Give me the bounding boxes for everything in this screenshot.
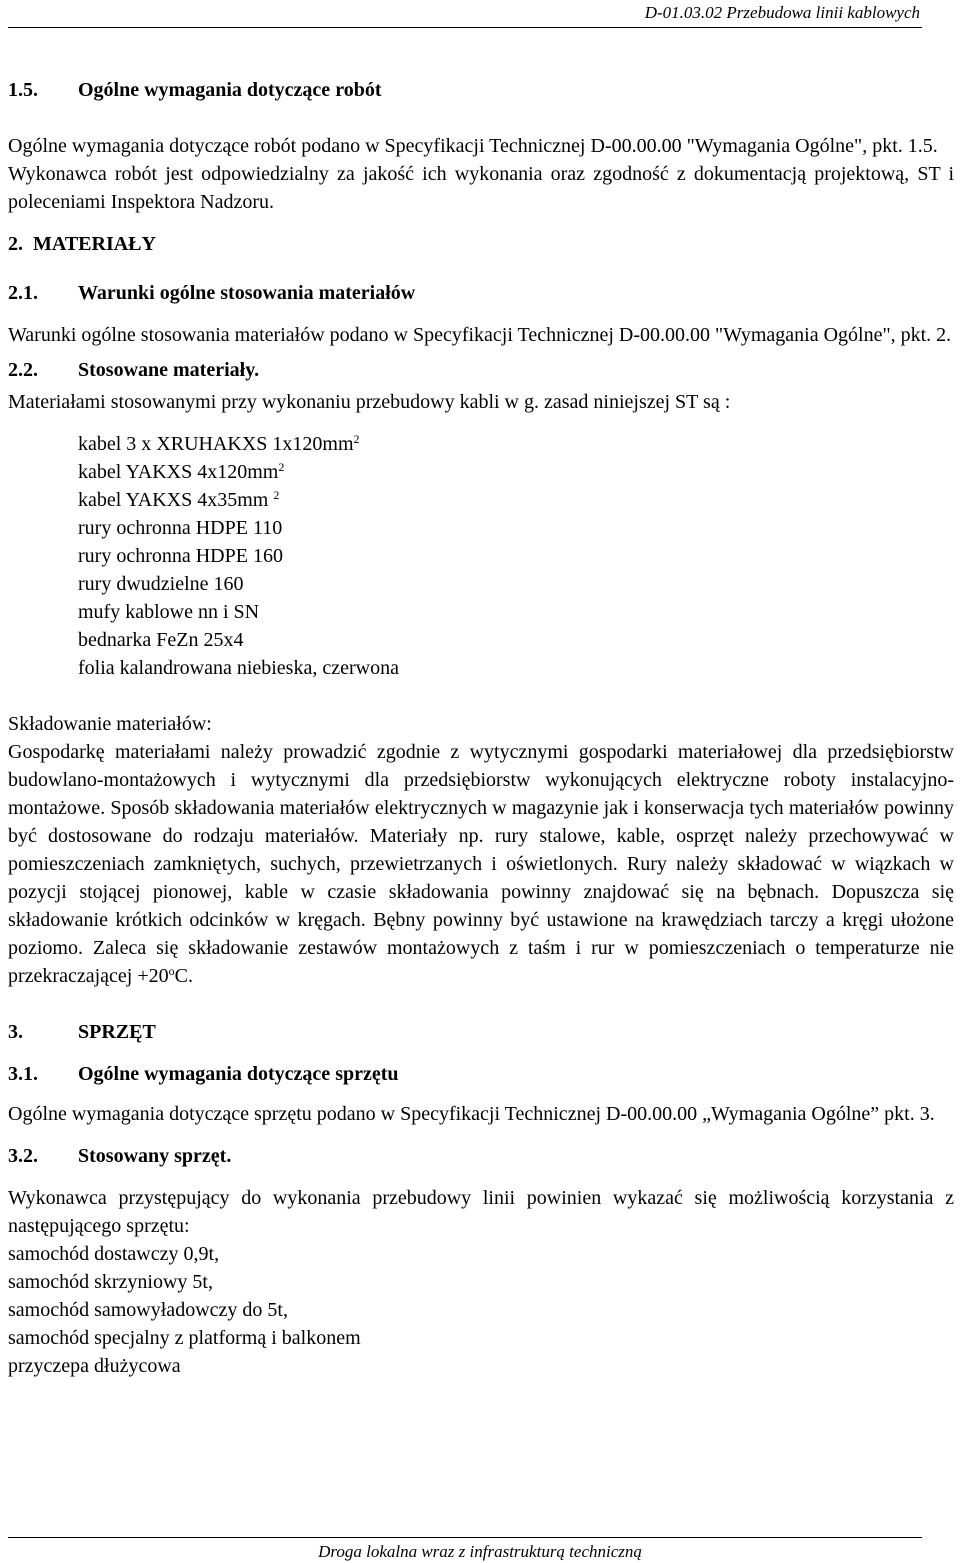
list-item: samochód samowyładowczy do 5t, [8,1299,288,1321]
paragraph: Ogólne wymagania dotyczące sprzętu podano w Specyfikacji Technicznej D-00.00.00 „Wymagania Ogólne” pkt. 3. [8,1103,935,1125]
section-1-5-heading [8,76,954,104]
section-title: Stosowane materiały. [78,359,260,381]
materials-list [78,430,954,682]
section-title: SPRZĘT [78,1021,156,1043]
section-3-1-heading [8,1060,954,1088]
paragraph: Wykonawca przystępujący do wykonania przebudowy linii powinien wykazać się możliwością korzystania z następującego sprzętu: [8,1187,954,1237]
equipment-list [8,1240,954,1380]
section-title: MATERIAŁY [33,233,156,255]
section-2-2-heading [8,356,954,384]
section-number: 1.5. [8,79,38,101]
section-2-1-heading [8,279,954,307]
paragraph: Warunki ogólne stosowania materiałów podano w Specyfikacji Technicznej D-00.00.00 "Wymagania Ogólne", pkt. 2. [8,324,952,346]
section-title: Ogólne wymagania dotyczące sprzętu [78,1063,399,1085]
paragraph: Ogólne wymagania dotyczące robót podano w Specyfikacji Technicznej D-00.00.00 "Wymagania Ogólne", pkt. 1.5. [8,135,938,157]
list-item: przyczepa dłużycowa [8,1355,181,1377]
running-header: D-01.03.02 Przebudowa linii kablowych [644,3,920,22]
running-footer: Droga lokalna wraz z infrastrukturą techniczną [318,1542,642,1561]
section-number: 2.2. [8,359,38,381]
section-3-2-heading [8,1142,954,1170]
list-item: rury dwudzielne 160 [78,573,244,595]
section-number: 2. [8,233,23,255]
list-item: kabel 3 x XRUHAKXS $1x120mm^2$ [78,432,360,455]
list-item: kabel YAKXS $4x120mm^2$ [78,460,285,483]
section-2-heading [8,230,954,258]
list-item: samochód dostawczy 0,9t, [8,1243,220,1265]
paragraph: Materiałami stosowanymi przy wykonaniu przebudowy kabli w g. zasad niniejszej ST są : [8,391,731,413]
paragraph: Wykonawca robót jest odpowiedzialny za jakość ich wykonania oraz zgodność z dokumentacją projektową, ST i poleceniami Inspektora Nadzoru. [8,163,954,213]
storage-label: Składowanie materiałów: [8,713,212,735]
footer-rule [8,1537,922,1538]
list-item: rury ochronna HDPE 160 [78,545,283,567]
header-rule [8,27,922,28]
section-number: 3. [8,1021,23,1043]
storage-paragraph: Gospodarkę materiałami należy prowadzić zgodnie z wytycznymi gospodarki materiałowej dla przedsiębiorstw budowlano-montażowych i wytycznymi dla przedsiębiorstw wykonujących elektryczne roboty instalacyjno-montażowe. Sposób składowania materiałów elektrycznych w magazynie jak i konserwacja tych materiałów powinny być dostosowane do rodzaju materiałów. Materiały np. rury stalowe, kable, osprzęt należy przechowywać w pomieszczeniach zamkniętych, suchych, przewietrzanych i oświetlonych. Rury należy składować w wiązkach w pozycji stojącej pionowej, kable w czasie składowania powinny znajdować się na bębnach. Dopuszcza się składowanie krótkich odcinków w kręgach. Bębny powinny być ustawione na krawędziach tarczy a kręgi ułożone poziomo. Zaleca się składowanie zestawów montażowych z taśm i rur w pomieszczeniach o temperaturze nie przekraczającej $+20^oC$. [8,741,954,987]
section-number: 2.1. [8,282,38,304]
list-item: bednarka FeZn 25x4 [78,629,244,651]
document-body [8,76,954,1380]
list-item: samochód skrzyniowy 5t, [8,1271,213,1293]
section-3-heading [8,1018,954,1046]
section-title: Warunki ogólne stosowania materiałów [78,282,416,304]
list-item: kabel YAKXS 4x35mm $^2$ [78,488,280,511]
section-number: 3.1. [8,1063,38,1085]
section-title: Stosowany sprzęt. [78,1145,232,1167]
list-item: folia kalandrowana niebieska, czerwona [78,657,399,679]
list-item: rury ochronna HDPE 110 [78,517,283,539]
list-item: mufy kablowe nn i SN [78,601,260,623]
section-title: Ogólne wymagania dotyczące robót [78,79,382,101]
section-number: 3.2. [8,1145,38,1167]
list-item: samochód specjalny z platformą i balkonem [8,1327,361,1349]
